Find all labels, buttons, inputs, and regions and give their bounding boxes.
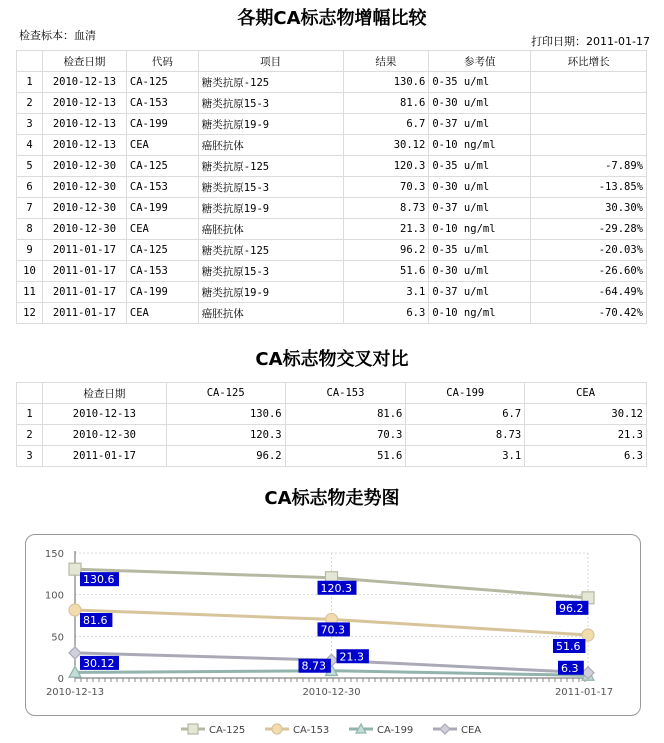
cross-table-cell: 8.73 [406, 425, 525, 446]
cross-table-cell: 2011-01-17 [42, 446, 166, 467]
growth-table-cell: 6.3 [343, 303, 429, 324]
y-tick-label: 50 [51, 632, 64, 644]
growth-table-cell: 96.2 [343, 240, 429, 261]
growth-table-cell: 70.3 [343, 177, 429, 198]
cross-table-cell: 2010-12-30 [42, 425, 166, 446]
cross-table-cell: 3 [17, 446, 43, 467]
growth-table-cell: 0-35 u/ml [429, 72, 531, 93]
growth-table-header-cell: 检查日期 [42, 51, 126, 72]
growth-table-cell: 癌胚抗体 [198, 219, 343, 240]
growth-table-header-cell: 参考值 [429, 51, 531, 72]
growth-table-cell: CA-199 [126, 282, 198, 303]
legend-label: CEA [461, 725, 482, 736]
growth-table-cell: 癌胚抗体 [198, 303, 343, 324]
cross-table-cell: 96.2 [166, 446, 285, 467]
cross-title: CA标志物交叉对比 [255, 349, 409, 370]
growth-table-cell: 81.6 [343, 93, 429, 114]
growth-table-cell: 120.3 [343, 156, 429, 177]
data-label: 70.3 [320, 623, 345, 637]
cross-table-cell: 2010-12-13 [42, 404, 166, 425]
growth-table-cell: 30.12 [343, 135, 429, 156]
report-title: 各期CA标志物增幅比较 [237, 8, 427, 29]
cross-table-header-cell: CEA [525, 383, 647, 404]
growth-table-cell: CA-199 [126, 114, 198, 135]
data-label: 21.3 [339, 650, 364, 664]
data-label: 120.3 [320, 581, 352, 595]
growth-table-cell: CA-153 [126, 93, 198, 114]
x-tick-label: 2010-12-30 [302, 687, 361, 698]
data-label: 8.73 [301, 659, 326, 673]
legend-swatch-marker [440, 724, 450, 734]
growth-table-cell: 12 [17, 303, 43, 324]
growth-table-cell: 糖类抗原-125 [198, 72, 343, 93]
growth-table-cell: 5 [17, 156, 43, 177]
growth-table-cell: CEA [126, 219, 198, 240]
growth-table-cell: 6.7 [343, 114, 429, 135]
growth-table-header-cell: 项目 [198, 51, 343, 72]
cross-table-header-cell: 检查日期 [42, 383, 166, 404]
growth-table-cell: 糖类抗原-125 [198, 240, 343, 261]
series-point-cea [69, 647, 81, 659]
growth-table-cell: 0-10 ng/ml [429, 135, 531, 156]
cross-table-cell: 1 [17, 404, 43, 425]
growth-table-cell: 2 [17, 93, 43, 114]
growth-table-cell: 9 [17, 240, 43, 261]
growth-table-cell: 2010-12-30 [42, 198, 126, 219]
growth-table-cell: 1 [17, 72, 43, 93]
growth-table-cell: -13.85% [531, 177, 647, 198]
specimen-label: 检查标本：血清 [19, 29, 96, 42]
growth-table-header-cell: 环比增长 [531, 51, 647, 72]
growth-table-cell: 2011-01-17 [42, 303, 126, 324]
data-label: 51.6 [556, 640, 581, 653]
growth-table-cell: 21.3 [343, 219, 429, 240]
legend-swatch-marker [272, 724, 282, 734]
growth-table-cell: 6 [17, 177, 43, 198]
growth-table-cell: 3 [17, 114, 43, 135]
growth-table-cell: 0-30 u/ml [429, 261, 531, 282]
growth-table-cell: 2011-01-17 [42, 282, 126, 303]
growth-table-cell: 0-10 ng/ml [429, 219, 531, 240]
cross-table-cell: 3.1 [406, 446, 525, 467]
series-point-ca-125 [69, 563, 81, 575]
cross-table-cell: 30.12 [525, 404, 647, 425]
growth-table-cell: CA-199 [126, 198, 198, 219]
trend-title: CA标志物走势图 [264, 488, 400, 509]
cross-table-header-cell: CA-125 [166, 383, 285, 404]
growth-table-cell: 2010-12-30 [42, 177, 126, 198]
cross-table-cell: 51.6 [285, 446, 406, 467]
growth-table-cell: CA-125 [126, 240, 198, 261]
growth-table-cell: 2011-01-17 [42, 240, 126, 261]
print-date: 打印日期：2011-01-17 [531, 35, 650, 48]
legend-label: CA-125 [209, 725, 246, 736]
growth-table-cell: 10 [17, 261, 43, 282]
growth-table-cell: 糖类抗原19-9 [198, 114, 343, 135]
growth-table-cell: 7 [17, 198, 43, 219]
growth-table-cell: 0-30 u/ml [429, 93, 531, 114]
cross-table-cell: 130.6 [166, 404, 285, 425]
cross-table-cell: 70.3 [285, 425, 406, 446]
growth-table-cell: 8.73 [343, 198, 429, 219]
growth-table-cell: 糖类抗原15-3 [198, 177, 343, 198]
growth-table-cell: 2010-12-13 [42, 93, 126, 114]
growth-table-cell: CA-125 [126, 156, 198, 177]
growth-table-cell: -29.28% [531, 219, 647, 240]
growth-table-cell: 130.6 [343, 72, 429, 93]
x-tick-label: 2010-12-13 [45, 687, 105, 698]
growth-table-cell: 0-30 u/ml [429, 177, 531, 198]
growth-table-cell: 糖类抗原15-3 [198, 261, 343, 282]
growth-table-cell: 0-35 u/ml [429, 240, 531, 261]
growth-table-cell: 2010-12-13 [42, 135, 126, 156]
data-label: 6.3 [561, 661, 579, 675]
growth-table-cell: 0-10 ng/ml [429, 303, 531, 324]
growth-table-cell: 2010-12-30 [42, 156, 126, 177]
growth-table-cell: -26.60% [531, 261, 647, 282]
growth-table-header-cell: 结果 [343, 51, 429, 72]
growth-table-cell: 0-37 u/ml [429, 114, 531, 135]
growth-table-cell: 2010-12-13 [42, 72, 126, 93]
growth-table-cell: 30.30% [531, 198, 647, 219]
growth-table-cell: CA-125 [126, 72, 198, 93]
growth-table-cell: 0-35 u/ml [429, 156, 531, 177]
growth-table-cell: CA-153 [126, 177, 198, 198]
growth-table-cell: CEA [126, 303, 198, 324]
growth-table-cell: -20.03% [531, 240, 647, 261]
growth-table-cell: 2010-12-30 [42, 219, 126, 240]
y-tick-label: 0 [57, 674, 64, 685]
growth-table-cell: 糖类抗原19-9 [198, 198, 343, 219]
legend-swatch-marker [188, 724, 198, 734]
growth-table-cell: 癌胚抗体 [198, 135, 343, 156]
growth-table-cell: 糖类抗原-125 [198, 156, 343, 177]
growth-table-cell: -64.49% [531, 282, 647, 303]
growth-table-cell: CEA [126, 135, 198, 156]
growth-table-cell: 2010-12-13 [42, 114, 126, 135]
growth-table-cell: 0-37 u/ml [429, 282, 531, 303]
cross-table-header-cell: CA-153 [285, 383, 406, 404]
x-tick-label: 2011-01-17 [554, 687, 614, 698]
cross-table-cell: 2 [17, 425, 43, 446]
growth-table-cell: -7.89% [531, 156, 647, 177]
growth-table-cell: 11 [17, 282, 43, 303]
legend-label: CA-153 [293, 725, 330, 736]
cross-table-header-cell: CA-199 [406, 383, 525, 404]
cross-table-cell: 6.7 [406, 404, 525, 425]
cross-table-cell: 21.3 [525, 425, 647, 446]
growth-table-cell: 0-37 u/ml [429, 198, 531, 219]
growth-table-cell: 8 [17, 219, 43, 240]
cross-table-cell: 81.6 [285, 404, 406, 425]
growth-table-cell: 糖类抗原15-3 [198, 93, 343, 114]
growth-table-cell: 2011-01-17 [42, 261, 126, 282]
y-tick-label: 150 [44, 549, 64, 560]
growth-table-cell: CA-153 [126, 261, 198, 282]
data-label: 30.12 [83, 656, 115, 670]
growth-table-cell: 51.6 [343, 261, 429, 282]
data-label: 81.6 [83, 614, 108, 627]
growth-table-cell: 糖类抗原19-9 [198, 282, 343, 303]
cross-table-cell: 120.3 [166, 425, 285, 446]
cross-table-cell: 6.3 [525, 446, 647, 467]
data-label: 96.2 [559, 601, 584, 615]
data-label: 130.6 [83, 573, 115, 587]
y-tick-label: 100 [44, 590, 64, 602]
growth-table-cell: 4 [17, 135, 43, 156]
series-point-ca-153 [69, 604, 81, 616]
growth-table-cell: -70.42% [531, 303, 647, 324]
growth-table-header-cell: 代码 [126, 51, 198, 72]
legend-label: CA-199 [377, 725, 414, 736]
growth-table-cell: 3.1 [343, 282, 429, 303]
